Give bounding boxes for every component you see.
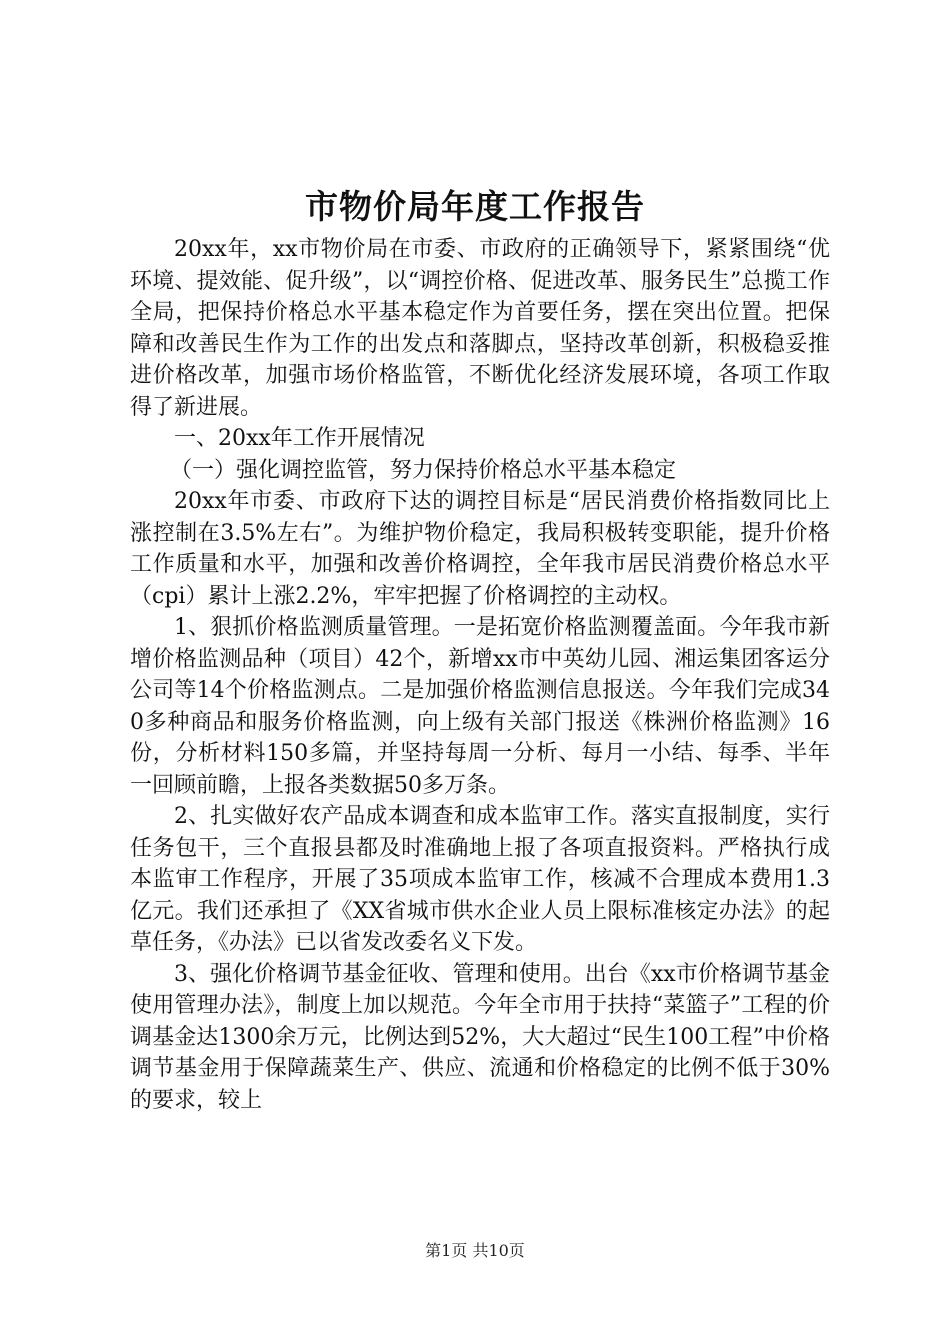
paragraph-intro: 20xx年，xx市物价局在市委、市政府的正确领导下，紧紧围绕“优环境、提效能、促升级”，以“调控价格、促进改革、服务民生”总揽工作全局，把保持价格总水平基本稳定作为首要任务，摆在突出位置。把保障和改善民生作为工作的出发点和落脚点，坚持改革创新，积极稳妥推进价格改革，加强市场价格监管，不断优化经济发展环境，各项工作取得了新进展。 (130, 237, 830, 420)
section-heading-1: 一、20xx年工作开展情况 (174, 426, 425, 451)
paragraph-item-1: 1、狠抓价格监测质量管理。一是拓宽价格监测覆盖面。今年我市新增价格监测品种（项目）42个，新增xx市中英幼儿园、湘运集团客运分公司等14个价格监测点。二是加强价格监测信息报送。今年我们完成340多种商品和服务价格监测，向上级有关部门报送《株洲价格监测》16份，分析材料150多篇，并坚持每周一分析、每月一小结、每季、半年一回顾前瞻，上报各类数据50多万条。 (130, 615, 830, 798)
paragraph-item-2: 2、扎实做好农产品成本调查和成本监审工作。落实直报制度，实行任务包干，三个直报县都及时准确地上报了各项直报资料。严格执行成本监审工作程序，开展了35项成本监审工作，核减不合理成本费用1.3亿元。我们还承担了《XX省城市供水企业人员上限标准核定办法》的起草任务，《办法》已以省发改委名义下发。 (130, 804, 830, 955)
page-number: 第1页 共10页 (425, 1241, 525, 1260)
paragraph-item-3: 3、强化价格调节基金征收、管理和使用。出台《xx市价格调节基金使用管理办法》，制度上加以规范。今年全市用于扶持“菜篮子”工程的价调基金达1300余万元，比例达到52%，大大超过“民生100工程”中价格调节基金用于保障蔬菜生产、供应、流通和价格稳定的比例不低于30%的要求，较上 (130, 961, 830, 1113)
subsection-heading-1: （一）强化调控监管，努力保持价格总水平基本稳定 (170, 457, 677, 483)
paragraph-target: 20xx年市委、市政府下达的调控目标是“居民消费价格指数同比上涨控制在3.5%左右”。为维护物价稳定，我局积极转变职能，提升价格工作质量和水平，加强和改善价格调控，全年我市居民消费价格总水平（cpi）累计上涨2.2%，牢牢把握了价格调控的主动权。 (130, 489, 830, 609)
document-body (130, 234, 830, 1116)
document-title: 市物价局年度工作报告 (305, 187, 645, 226)
